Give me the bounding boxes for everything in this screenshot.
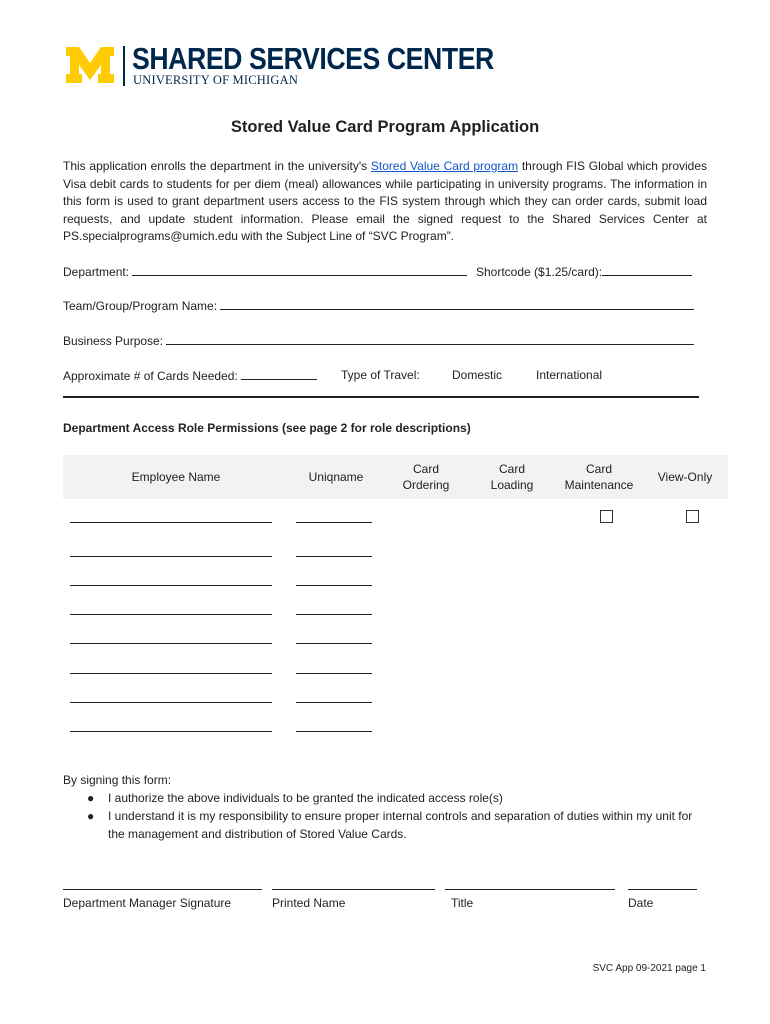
cards-needed-row	[63, 368, 317, 383]
travel-type-label: Type of Travel:	[341, 368, 420, 382]
col-card-ordering: Card Ordering	[402, 462, 450, 492]
employee-name-field[interactable]	[70, 643, 272, 644]
purpose-label: Business Purpose:	[63, 334, 164, 348]
date-label: Date	[628, 896, 654, 910]
date-field[interactable]	[628, 889, 697, 890]
uniqname-field[interactable]	[296, 643, 372, 644]
title-label: Title	[451, 896, 474, 910]
manager-signature-label: Department Manager Signature	[63, 896, 232, 910]
page-title: Stored Value Card Program Application	[230, 118, 540, 136]
uniqname-field[interactable]	[296, 614, 372, 615]
employee-name-field[interactable]	[70, 702, 272, 703]
employee-name-field[interactable]	[70, 731, 272, 732]
intro-paragraph	[63, 158, 707, 246]
employee-name-field[interactable]	[70, 585, 272, 586]
signing-bullet: I understand it is my responsibility to ensure proper internal controls and separation of duties within my unit for the management and distribution of Stored Value Cards.	[108, 809, 693, 841]
university-block-m-logo	[66, 47, 114, 83]
shortcode-row	[476, 264, 692, 279]
logo-divider	[123, 46, 125, 86]
purpose-row	[63, 333, 694, 348]
employee-name-field[interactable]	[70, 522, 272, 523]
signing-bullet: I authorize the above individuals to be granted the indicated access role(s)	[108, 791, 503, 805]
org-title: SHARED SERVICES CENTER	[132, 41, 494, 76]
department-label: Department:	[63, 265, 130, 279]
col-card-loading: Card Loading	[490, 462, 534, 492]
permissions-table-header	[63, 455, 728, 499]
intro-text-before: This application enrolls the department in the university's	[63, 159, 371, 173]
department-field[interactable]	[132, 264, 467, 276]
col-card-maintenance: Card Maintenance	[564, 462, 634, 492]
page-footer: SVC App 09-2021 page 1	[592, 963, 706, 974]
travel-option-international[interactable]: International	[536, 368, 603, 382]
card-maintenance-checkbox[interactable]	[600, 510, 613, 523]
bullet-marker: ●	[87, 809, 95, 823]
business-purpose-field[interactable]	[166, 333, 694, 345]
team-field[interactable]	[220, 298, 694, 310]
uniqname-field[interactable]	[296, 731, 372, 732]
shortcode-field[interactable]	[602, 264, 692, 276]
travel-option-domestic[interactable]: Domestic	[452, 368, 503, 382]
printed-name-field[interactable]	[272, 889, 435, 890]
cards-needed-label: Approximate # of Cards Needed:	[63, 369, 238, 383]
shortcode-label: Shortcode ($1.25/card):	[476, 265, 603, 279]
employee-name-field[interactable]	[70, 673, 272, 674]
uniqname-field[interactable]	[296, 522, 372, 523]
department-row	[63, 264, 467, 279]
uniqname-field[interactable]	[296, 702, 372, 703]
cards-needed-field[interactable]	[241, 368, 317, 380]
col-view-only: View-Only	[657, 470, 713, 484]
team-label: Team/Group/Program Name:	[63, 299, 218, 313]
uniqname-field[interactable]	[296, 673, 372, 674]
uniqname-field[interactable]	[296, 585, 372, 586]
org-subtitle: UNIVERSITY OF MICHIGAN	[133, 73, 299, 87]
uniqname-field[interactable]	[296, 556, 372, 557]
bullet-marker: ●	[87, 791, 95, 805]
employee-name-field[interactable]	[70, 614, 272, 615]
team-row	[63, 298, 694, 313]
manager-signature-field[interactable]	[63, 889, 262, 890]
printed-name-label: Printed Name	[272, 896, 346, 910]
intro-text-after: through FIS Global which provides Visa debit cards to students for per diem (meal) allowances while participating in university programs. The information in this form is used to grant department users access to the FIS system through which they can order cards, submit load requests, and update student information. Please email the signed request to the Shared Services Center at PS.specialprograms@umich.edu with the Subject Line of “SVC Program”.	[63, 159, 708, 243]
signing-intro: By signing this form:	[63, 773, 172, 787]
view-only-checkbox[interactable]	[686, 510, 699, 523]
col-uniqname: Uniqname	[308, 470, 364, 484]
title-field[interactable]	[445, 889, 615, 890]
col-employee-name: Employee Name	[131, 470, 221, 484]
section-divider	[63, 396, 699, 398]
stored-value-card-program-link[interactable]: Stored Value Card program	[370, 159, 519, 173]
employee-name-field[interactable]	[70, 556, 272, 557]
permissions-heading: Department Access Role Permissions (see page 2 for role descriptions)	[63, 421, 471, 435]
